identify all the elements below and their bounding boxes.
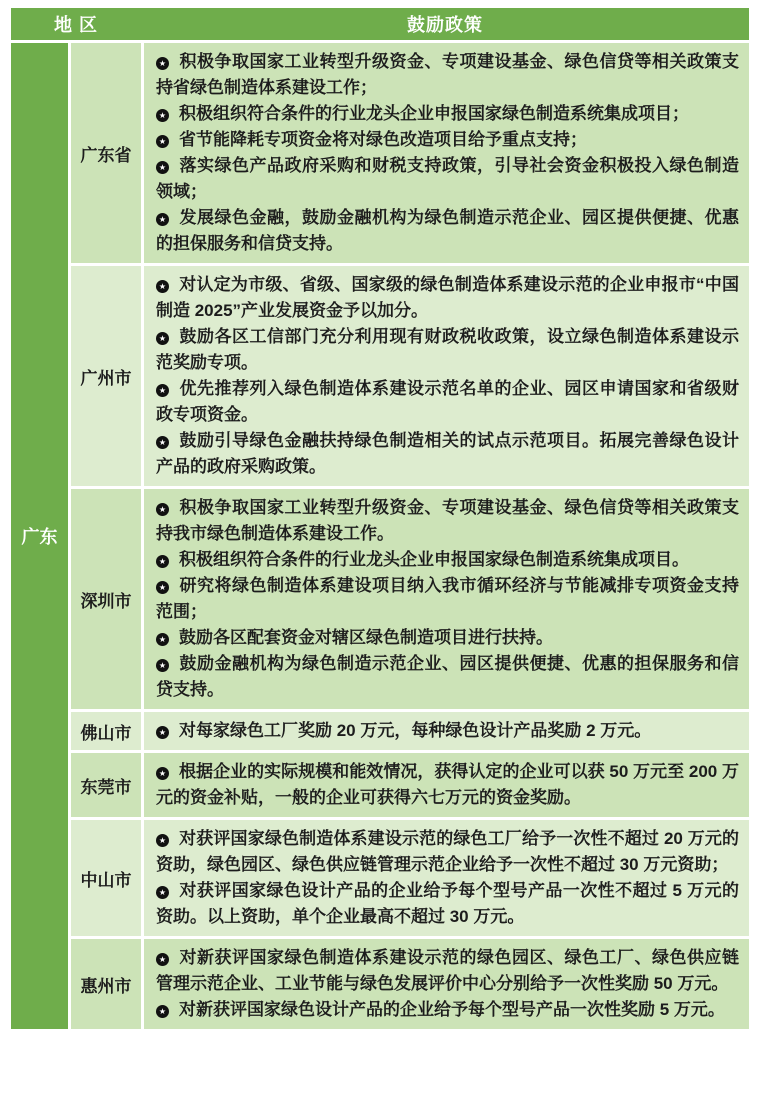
circled-star-bullet-icon: ★ — [156, 834, 169, 847]
circled-star-bullet-icon: ★ — [156, 581, 169, 594]
policy-text: 对新获评国家绿色设计产品的企业给予每个型号产品一次性奖励 5 万元。 — [179, 1000, 725, 1019]
circled-star-bullet-icon: ★ — [156, 1005, 169, 1018]
circled-star-bullet-icon: ★ — [156, 384, 169, 397]
city-cell: 深圳市 — [71, 489, 141, 709]
policy-item — [156, 945, 739, 997]
policy-item — [156, 997, 739, 1023]
policy-item — [156, 376, 739, 428]
policy-cell — [144, 820, 749, 936]
policy-cell — [144, 712, 749, 750]
policy-cell — [144, 489, 749, 709]
policy-item — [156, 759, 739, 811]
table-row — [11, 489, 749, 709]
city-cell: 佛山市 — [71, 712, 141, 750]
table-row — [11, 939, 749, 1029]
table-row — [11, 266, 749, 486]
policy-item — [156, 324, 739, 376]
circled-star-bullet-icon: ★ — [156, 726, 169, 739]
policy-cell — [144, 266, 749, 486]
city-cell: 惠州市 — [71, 939, 141, 1029]
table-row — [11, 712, 749, 750]
table-header-row — [11, 8, 749, 40]
policy-text: 积极组织符合条件的行业龙头企业申报国家绿色制造系统集成项目。 — [179, 550, 689, 569]
header-policy-label: 鼓励政策 — [407, 15, 483, 35]
circled-star-bullet-icon: ★ — [156, 161, 169, 174]
policy-text: 根据企业的实际规模和能效情况，获得认定的企业可以获 50 万元至 200 万元的资金补贴，一般的企业可获得六七万元的资金奖励。 — [156, 762, 739, 807]
policy-cell — [144, 753, 749, 817]
policy-text: 发展绿色金融，鼓励金融机构为绿色制造示范企业、园区提供便捷、优惠的担保服务和信贷支持。 — [156, 208, 739, 253]
policy-item — [156, 625, 739, 651]
policy-text: 对认定为市级、省级、国家级的绿色制造体系建设示范的企业申报市“中国制造 2025”产业发展资金予以加分。 — [156, 275, 739, 320]
policy-text: 对新获评国家绿色制造体系建设示范的绿色园区、绿色工厂、绿色供应链管理示范企业、工业节能与绿色发展评价中心分别给予一次性奖励 50 万元。 — [156, 948, 739, 993]
policy-text: 优先推荐列入绿色制造体系建设示范名单的企业、园区申请国家和省级财政专项资金。 — [156, 379, 739, 424]
policy-text: 鼓励各区工信部门充分利用现有财政税收政策，设立绿色制造体系建设示范奖励专项。 — [156, 327, 739, 372]
circled-star-bullet-icon: ★ — [156, 633, 169, 646]
policy-item — [156, 495, 739, 547]
policy-text: 积极争取国家工业转型升级资金、专项建设基金、绿色信贷等相关政策支持我市绿色制造体系建设工作。 — [156, 498, 739, 543]
city-cell: 广州市 — [71, 266, 141, 486]
policy-item — [156, 651, 739, 703]
policy-text: 对每家绿色工厂奖励 20 万元，每种绿色设计产品奖励 2 万元。 — [179, 721, 652, 740]
policy-text: 省节能降耗专项资金将对绿色改造项目给予重点支持； — [179, 130, 587, 149]
policy-text: 对获评国家绿色设计产品的企业给予每个型号产品一次性不超过 5 万元的资助。以上资助，单个企业最高不超过 30 万元。 — [156, 881, 739, 926]
policy-item — [156, 718, 739, 744]
circled-star-bullet-icon: ★ — [156, 332, 169, 345]
circled-star-bullet-icon: ★ — [156, 109, 169, 122]
circled-star-bullet-icon: ★ — [156, 886, 169, 899]
province-cell: 广东 — [11, 43, 68, 1029]
circled-star-bullet-icon: ★ — [156, 503, 169, 516]
city-cell: 中山市 — [71, 820, 141, 936]
policy-item — [156, 49, 739, 101]
policy-item — [156, 547, 739, 573]
policy-item — [156, 826, 739, 878]
policy-text: 鼓励引导绿色金融扶持绿色制造相关的试点示范项目。拓展完善绿色设计产品的政府采购政策。 — [156, 431, 739, 476]
circled-star-bullet-icon: ★ — [156, 555, 169, 568]
circled-star-bullet-icon: ★ — [156, 953, 169, 966]
circled-star-bullet-icon: ★ — [156, 135, 169, 148]
city-cell: 广东省 — [71, 43, 141, 263]
table-row — [11, 43, 749, 263]
policy-text: 积极争取国家工业转型升级资金、专项建设基金、绿色信贷等相关政策支持省绿色制造体系建设工作； — [156, 52, 739, 97]
city-cell: 东莞市 — [71, 753, 141, 817]
policy-item — [156, 428, 739, 480]
policy-item — [156, 205, 739, 257]
policy-item — [156, 153, 739, 205]
policy-cell — [144, 939, 749, 1029]
policy-item — [156, 127, 739, 153]
table-body — [11, 43, 749, 1029]
table-row — [11, 820, 749, 936]
circled-star-bullet-icon: ★ — [156, 57, 169, 70]
circled-star-bullet-icon: ★ — [156, 280, 169, 293]
policy-text: 积极组织符合条件的行业龙头企业申报国家绿色制造系统集成项目； — [179, 104, 689, 123]
policy-text: 对获评国家绿色制造体系建设示范的绿色工厂给予一次性不超过 20 万元的资助，绿色园区、绿色供应链管理示范企业给予一次性不超过 30 万元资助； — [156, 829, 739, 874]
table-header-grid — [11, 8, 749, 40]
table-header-bar — [11, 8, 749, 40]
policy-item — [156, 101, 739, 127]
header-region-label: 地 区 — [53, 15, 98, 35]
circled-star-bullet-icon: ★ — [156, 767, 169, 780]
policy-item — [156, 272, 739, 324]
circled-star-bullet-icon: ★ — [156, 659, 169, 672]
policy-cell — [144, 43, 749, 263]
policy-text: 鼓励金融机构为绿色制造示范企业、园区提供便捷、优惠的担保服务和信贷支持。 — [156, 654, 739, 699]
policy-text: 鼓励各区配套资金对辖区绿色制造项目进行扶持。 — [179, 628, 553, 647]
policy-item — [156, 878, 739, 930]
policy-table — [8, 5, 752, 1032]
policy-text: 落实绿色产品政府采购和财税支持政策，引导社会资金积极投入绿色制造领域； — [156, 156, 739, 201]
policy-text: 研究将绿色制造体系建设项目纳入我市循环经济与节能减排专项资金支持范围； — [156, 576, 739, 621]
circled-star-bullet-icon: ★ — [156, 213, 169, 226]
policy-item — [156, 573, 739, 625]
circled-star-bullet-icon: ★ — [156, 436, 169, 449]
table-row — [11, 753, 749, 817]
